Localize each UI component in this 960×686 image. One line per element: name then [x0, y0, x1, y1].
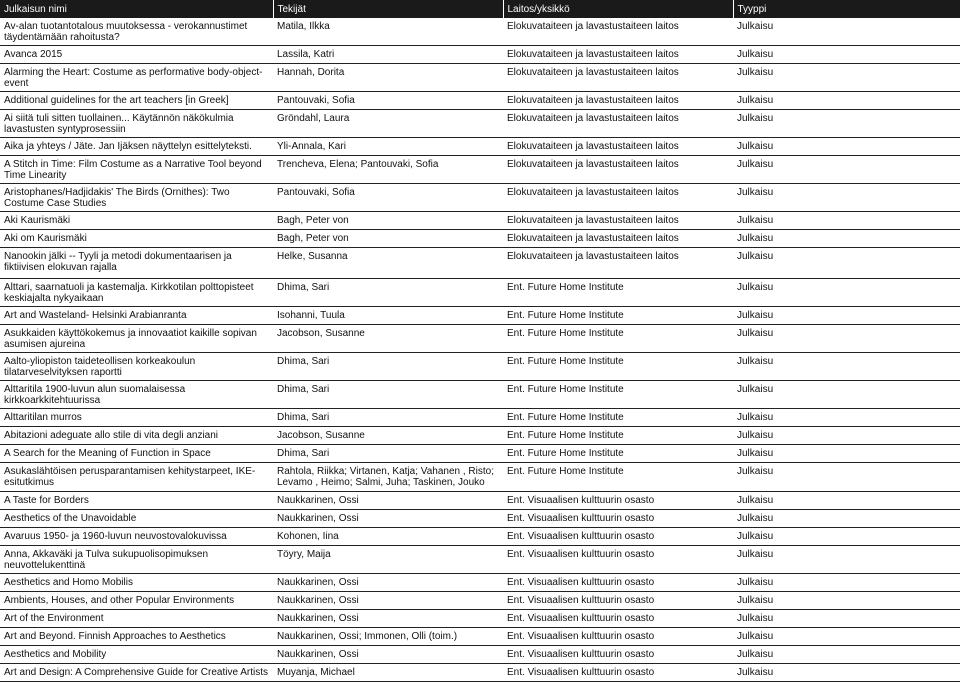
- type-cell: Julkaisu: [737, 328, 774, 339]
- department-cell: Ent. Future Home Institute: [507, 448, 624, 459]
- title-cell: Avanca 2015: [4, 49, 63, 60]
- authors-cell: Matila, Ilkka: [277, 21, 330, 32]
- title-cell: Art and Design: A Comprehensive Guide for Creative Artists: [4, 667, 269, 678]
- department-cell: Ent. Visuaalisen kulttuurin osasto: [507, 549, 655, 560]
- authors-cell: Dhima, Sari: [277, 356, 330, 367]
- type-cell: Julkaisu: [737, 310, 774, 321]
- type-cell: Julkaisu: [737, 613, 774, 624]
- department-cell: Elokuvataiteen ja lavastustaiteen laitos: [507, 67, 679, 78]
- type-cell: Julkaisu: [737, 282, 774, 293]
- authors-cell: Jacobson, Susanne: [277, 328, 365, 339]
- table-row[interactable]: [0, 110, 960, 138]
- title-cell: Art and Beyond. Finnish Approaches to Aesthetics: [4, 631, 226, 642]
- table-body: [0, 18, 960, 682]
- table-row[interactable]: [0, 592, 960, 610]
- authors-cell: Helke, Susanna: [277, 251, 348, 262]
- type-cell: Julkaisu: [737, 251, 774, 262]
- department-cell: Ent. Visuaalisen kulttuurin osasto: [507, 577, 655, 588]
- table-row[interactable]: [0, 18, 960, 46]
- title-cell: Av-alan tuotantotalous muutoksessa - verokannustimet täydentämään rahoitusta?: [4, 21, 248, 43]
- authors-cell: Dhima, Sari: [277, 384, 330, 395]
- authors-cell: Dhima, Sari: [277, 448, 330, 459]
- title-cell: Art of the Environment: [4, 613, 104, 624]
- type-cell: Julkaisu: [737, 595, 774, 606]
- title-cell: Alttaritilan murros: [4, 412, 82, 423]
- department-cell: Elokuvataiteen ja lavastustaiteen laitos: [507, 95, 679, 106]
- department-cell: Ent. Visuaalisen kulttuurin osasto: [507, 631, 655, 642]
- department-cell: Ent. Future Home Institute: [507, 430, 624, 441]
- table-row[interactable]: [0, 628, 960, 646]
- table-row[interactable]: [0, 445, 960, 463]
- department-cell: Elokuvataiteen ja lavastustaiteen laitos: [507, 49, 679, 60]
- authors-cell: Dhima, Sari: [277, 282, 330, 293]
- department-cell: Ent. Future Home Institute: [507, 282, 624, 293]
- title-cell: Aki Kaurismäki: [4, 215, 71, 226]
- type-cell: Julkaisu: [737, 384, 774, 395]
- department-cell: Elokuvataiteen ja lavastustaiteen laitos: [507, 113, 679, 124]
- authors-cell: Bagh, Peter von: [277, 215, 349, 226]
- table-row[interactable]: [0, 212, 960, 230]
- table-row[interactable]: [0, 528, 960, 546]
- table-row[interactable]: [0, 353, 960, 381]
- department-cell: Elokuvataiteen ja lavastustaiteen laitos: [507, 251, 679, 262]
- table-row[interactable]: [0, 492, 960, 510]
- table-row[interactable]: [0, 409, 960, 427]
- table-row[interactable]: [0, 156, 960, 184]
- type-cell: Julkaisu: [737, 113, 774, 124]
- title-cell: Asukkaiden käyttökokemus ja innovaatiot kaikille sopivan asumisen ajureina: [4, 328, 257, 350]
- title-cell: Aristophanes/Hadjidakis' The Birds (Ornithes): Two Costume Case Studies: [4, 187, 230, 209]
- table-row[interactable]: [0, 574, 960, 592]
- authors-cell: Naukkarinen, Ossi: [277, 595, 359, 606]
- type-cell: Julkaisu: [737, 631, 774, 642]
- header-title[interactable]: Julkaisun nimi: [0, 0, 273, 18]
- department-cell: Ent. Visuaalisen kulttuurin osasto: [507, 513, 655, 524]
- authors-cell: Kohonen, Iina: [277, 531, 339, 542]
- title-cell: Aalto-yliopiston taideteollisen korkeakoulun tilatarveselvityksen raportti: [4, 356, 196, 378]
- title-cell: A Search for the Meaning of Function in Space: [4, 448, 211, 459]
- authors-cell: Dhima, Sari: [277, 412, 330, 423]
- type-cell: Julkaisu: [737, 495, 774, 506]
- authors-cell: Isohanni, Tuula: [277, 310, 345, 321]
- department-cell: Elokuvataiteen ja lavastustaiteen laitos: [507, 159, 679, 170]
- type-cell: Julkaisu: [737, 531, 774, 542]
- type-cell: Julkaisu: [737, 513, 774, 524]
- table-row[interactable]: [0, 427, 960, 445]
- type-cell: Julkaisu: [737, 649, 774, 660]
- department-cell: Elokuvataiteen ja lavastustaiteen laitos: [507, 187, 679, 198]
- department-cell: Ent. Future Home Institute: [507, 328, 624, 339]
- title-cell: Ai siitä tuli sitten tuollainen... Käytännön näkökulmia lavastusten syntyprosessiin: [4, 113, 234, 135]
- header-authors[interactable]: Tekijät: [273, 0, 503, 18]
- department-cell: Elokuvataiteen ja lavastustaiteen laitos: [507, 141, 679, 152]
- authors-cell: Naukkarinen, Ossi: [277, 577, 359, 588]
- type-cell: Julkaisu: [737, 466, 774, 477]
- authors-cell: Gröndahl, Laura: [277, 113, 350, 124]
- type-cell: Julkaisu: [737, 215, 774, 226]
- table-row[interactable]: [0, 463, 960, 492]
- authors-cell: Bagh, Peter von: [277, 233, 349, 244]
- title-cell: Avaruus 1950- ja 1960-luvun neuvostovalokuvissa: [4, 531, 227, 542]
- department-cell: Ent. Future Home Institute: [507, 384, 624, 395]
- type-cell: Julkaisu: [737, 412, 774, 423]
- department-cell: Ent. Future Home Institute: [507, 310, 624, 321]
- title-cell: Ambients, Houses, and other Popular Environments: [4, 595, 235, 606]
- title-cell: Alttari, saarnatuoli ja kastemalja. Kirkkotilan polttopisteet keskiajalta nykyaikaan: [4, 282, 254, 304]
- header-type[interactable]: Tyyppi: [733, 0, 960, 18]
- authors-cell: Lassila, Katri: [277, 49, 335, 60]
- type-cell: Julkaisu: [737, 233, 774, 244]
- title-cell: Anna, Akkaväki ja Tulva sukupuolisopimuksen neuvottelukenttinä: [4, 549, 209, 571]
- title-cell: Alttaritila 1900-luvun alun suomalaisessa kirkkoarkkitehtuurissa: [4, 384, 186, 406]
- department-cell: Ent. Future Home Institute: [507, 412, 624, 423]
- type-cell: Julkaisu: [737, 577, 774, 588]
- authors-cell: Yli-Annala, Kari: [277, 141, 346, 152]
- type-cell: Julkaisu: [737, 667, 774, 678]
- type-cell: Julkaisu: [737, 430, 774, 441]
- table-row[interactable]: [0, 184, 960, 212]
- table-row[interactable]: [0, 610, 960, 628]
- authors-cell: Naukkarinen, Ossi: [277, 613, 359, 624]
- type-cell: Julkaisu: [737, 21, 774, 32]
- table-row[interactable]: [0, 230, 960, 248]
- department-cell: Elokuvataiteen ja lavastustaiteen laitos: [507, 233, 679, 244]
- title-cell: Alarming the Heart: Costume as performative body-object-event: [4, 67, 263, 89]
- title-cell: A Stitch in Time: Film Costume as a Narrative Tool beyond Time Linearity: [4, 159, 262, 181]
- title-cell: Aesthetics of the Unavoidable: [4, 513, 137, 524]
- title-cell: Asukaslähtöisen perusparantamisen kehitystarpeet, IKE-esitutkimus: [4, 466, 256, 488]
- table-row[interactable]: [0, 64, 960, 92]
- table-row[interactable]: [0, 381, 960, 409]
- authors-cell: Muyanja, Michael: [277, 667, 355, 678]
- department-cell: Ent. Future Home Institute: [507, 466, 624, 477]
- header-row: [0, 0, 960, 18]
- title-cell: A Taste for Borders: [4, 495, 89, 506]
- department-cell: Elokuvataiteen ja lavastustaiteen laitos: [507, 215, 679, 226]
- table-row[interactable]: [0, 46, 960, 64]
- authors-cell: Pantouvaki, Sofia: [277, 95, 355, 106]
- authors-cell: Jacobson, Susanne: [277, 430, 365, 441]
- title-cell: Abitazioni adeguate allo stile di vita degli anziani: [4, 430, 219, 441]
- department-cell: Ent. Future Home Institute: [507, 356, 624, 367]
- department-cell: Ent. Visuaalisen kulttuurin osasto: [507, 613, 655, 624]
- authors-cell: Naukkarinen, Ossi: [277, 513, 359, 524]
- authors-cell: Rahtola, Riikka; Virtanen, Katja; Vahanen , Risto; Levamo , Heimo; Salmi, Juha; Taskinen, Jouko: [277, 466, 494, 488]
- type-cell: Julkaisu: [737, 67, 774, 78]
- type-cell: Julkaisu: [737, 448, 774, 459]
- table-row[interactable]: [0, 92, 960, 110]
- title-cell: Aesthetics and Mobility: [4, 649, 107, 660]
- title-cell: Aki om Kaurismäki: [4, 233, 87, 244]
- title-cell: Nanookin jälki -- Tyyli ja metodi dokumentaarisen ja fiktiivisen elokuvan rajalla: [4, 251, 232, 273]
- table-row[interactable]: [0, 510, 960, 528]
- authors-cell: Naukkarinen, Ossi: [277, 495, 359, 506]
- title-cell: Aesthetics and Homo Mobilis: [4, 577, 133, 588]
- title-cell: Additional guidelines for the art teachers [in Greek]: [4, 95, 229, 106]
- department-cell: Ent. Visuaalisen kulttuurin osasto: [507, 667, 655, 678]
- department-cell: Ent. Visuaalisen kulttuurin osasto: [507, 595, 655, 606]
- authors-cell: Trencheva, Elena; Pantouvaki, Sofia: [277, 159, 439, 170]
- authors-cell: Hannah, Dorita: [277, 67, 345, 78]
- table-row[interactable]: [0, 664, 960, 682]
- table-row[interactable]: [0, 248, 960, 279]
- type-cell: Julkaisu: [737, 549, 774, 560]
- table-row[interactable]: [0, 325, 960, 353]
- type-cell: Julkaisu: [737, 95, 774, 106]
- title-cell: Aika ja yhteys / Jäte. Jan Ijäksen näyttelyn esittelyteksti.: [4, 141, 252, 152]
- header-department[interactable]: Laitos/yksikkö: [503, 0, 733, 18]
- type-cell: Julkaisu: [737, 49, 774, 60]
- table-header: [0, 0, 960, 18]
- authors-cell: Pantouvaki, Sofia: [277, 187, 355, 198]
- department-cell: Ent. Visuaalisen kulttuurin osasto: [507, 495, 655, 506]
- authors-cell: Naukkarinen, Ossi; Immonen, Olli (toim.): [277, 631, 458, 642]
- table-row[interactable]: [0, 138, 960, 156]
- table-row[interactable]: [0, 646, 960, 664]
- type-cell: Julkaisu: [737, 141, 774, 152]
- type-cell: Julkaisu: [737, 187, 774, 198]
- type-cell: Julkaisu: [737, 356, 774, 367]
- table-row[interactable]: [0, 279, 960, 307]
- department-cell: Ent. Visuaalisen kulttuurin osasto: [507, 531, 655, 542]
- department-cell: Elokuvataiteen ja lavastustaiteen laitos: [507, 21, 679, 32]
- authors-cell: Naukkarinen, Ossi: [277, 649, 359, 660]
- type-cell: Julkaisu: [737, 159, 774, 170]
- authors-cell: Töyry, Maija: [277, 549, 331, 560]
- table-row[interactable]: [0, 307, 960, 325]
- table-row[interactable]: [0, 546, 960, 574]
- title-cell: Art and Wasteland- Helsinki Arabianranta: [4, 310, 187, 321]
- department-cell: Ent. Visuaalisen kulttuurin osasto: [507, 649, 655, 660]
